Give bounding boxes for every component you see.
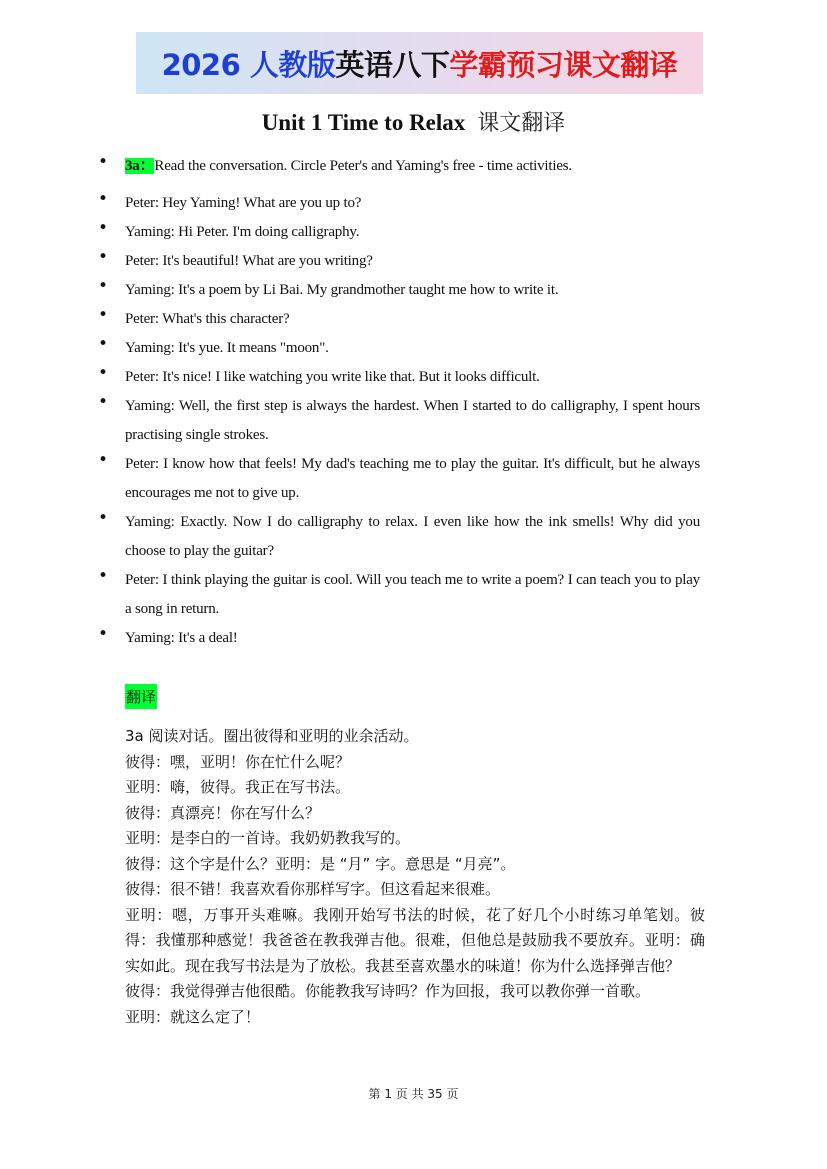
- bullet-icon: •: [98, 450, 108, 470]
- page-title: [0, 106, 827, 137]
- banner-topic: 学霸预习课文翻译: [449, 47, 678, 82]
- translation-line: 彼得：嘿，亚明！你在忙什么呢？: [125, 752, 351, 771]
- translation-line: 彼得：我觉得弹吉他很酷。你能教我写诗吗？作为回报，我可以教你弹一首歌。: [125, 982, 651, 1000]
- dialogue-line: Peter: I think playing the guitar is cool. Will you teach me to write a poem? I can teach you to play a song in return.: [125, 572, 700, 617]
- list-item: [0, 566, 700, 624]
- dialogue-line: Yaming: Hi Peter. I'm doing calligraphy.: [125, 224, 360, 240]
- list-item: [0, 450, 700, 508]
- translation-line: 彼得：这个字是什么？亚明：是 “月” 字。意思是 “月亮”。: [125, 854, 516, 873]
- translation-block: [125, 724, 705, 1030]
- bullet-icon: •: [98, 363, 108, 383]
- bullet-icon: •: [98, 218, 108, 238]
- banner-edition: 2026 人教版: [161, 47, 336, 82]
- bullet-icon: •: [98, 566, 108, 586]
- bullet-icon: •: [98, 508, 108, 528]
- list-item: [0, 363, 700, 392]
- list-item: [0, 218, 700, 247]
- dialogue-list: [0, 152, 827, 653]
- list-item: [0, 189, 700, 218]
- list-item: [0, 392, 700, 450]
- list-item: [0, 305, 700, 334]
- list-item: [0, 334, 700, 363]
- translation-line: 亚明：嗨，彼得。我正在写书法。: [125, 778, 351, 796]
- bullet-icon: •: [98, 305, 108, 325]
- translation-line: 亚明：是李白的一首诗。我奶奶教我写的。: [125, 829, 411, 847]
- bullet-icon: •: [98, 152, 108, 172]
- list-item: [0, 624, 700, 653]
- banner-subject: 英语八下: [335, 47, 450, 82]
- dialogue-line: Peter: It's beautiful! What are you writing?: [125, 253, 373, 269]
- dialogue-line: Peter: What's this character?: [125, 311, 290, 327]
- title-chinese: 课文翻译: [477, 111, 566, 136]
- translation-line: 亚明：就这么定了！: [125, 1007, 261, 1026]
- bullet-icon: •: [98, 624, 108, 644]
- bullet-icon: •: [98, 189, 108, 209]
- unit-title: Unit 1 Time to Relax: [261, 110, 466, 135]
- bullet-icon: •: [98, 334, 108, 354]
- translation-line: 3a 阅读对话。圈出彼得和亚明的业余活动。: [125, 727, 419, 745]
- bullet-icon: •: [98, 247, 108, 267]
- dialogue-line: Peter: I know how that feels! My dad's teaching me to play the guitar. It's difficult, but he always encourages me not to give up.: [125, 456, 700, 501]
- list-item: [0, 276, 700, 305]
- list-item: [0, 247, 700, 276]
- page-number: 第 1 页 共 35 页: [368, 1087, 459, 1101]
- dialogue-line: Yaming: It's a poem by Li Bai. My grandmother taught me how to write it.: [125, 282, 559, 298]
- instruction-text: Read the conversation. Circle Peter's and Yaming's free - time activities.: [154, 158, 572, 174]
- translation-line: 彼得：真漂亮！你在写什么？: [125, 803, 321, 822]
- dialogue-line: Yaming: Well, the first step is always the hardest. When I started to do calligraphy, I spent hours practising single strokes.: [125, 398, 700, 443]
- list-item: [0, 508, 700, 566]
- dialogue-line: Peter: It's nice! I like watching you write like that. But it looks difficult.: [125, 369, 540, 385]
- bullet-icon: •: [98, 276, 108, 296]
- bullet-icon: •: [98, 392, 108, 412]
- dialogue-line: Yaming: It's a deal!: [125, 630, 238, 646]
- header-banner: [136, 32, 703, 94]
- translation-line: 亚明：嗯，万事开头难嘛。我刚开始写书法的时候，花了好几个小时练习单笔划。彼得：我懂那种感觉！我爸爸在教我弹吉他。很难，但他总是鼓励我不要放弃。亚明：确实如此。现在我写书法是为了放松。我甚至喜欢墨水的味道！你为什么选择弹吉他？: [125, 905, 705, 975]
- dialogue-line: Peter: Hey Yaming! What are you up to?: [125, 195, 362, 211]
- instruction-tag: 3a：: [125, 158, 155, 174]
- dialogue-line: Yaming: It's yue. It means "moon".: [125, 340, 329, 356]
- translation-line: 彼得：很不错！我喜欢看你那样写字。但这看起来很难。: [125, 880, 501, 898]
- instruction-item: [0, 152, 700, 181]
- dialogue-line: Yaming: Exactly. Now I do calligraphy to relax. I even like how the ink smells! Why did you choose to play the guitar?: [125, 514, 700, 559]
- translation-heading: 翻译: [125, 684, 157, 709]
